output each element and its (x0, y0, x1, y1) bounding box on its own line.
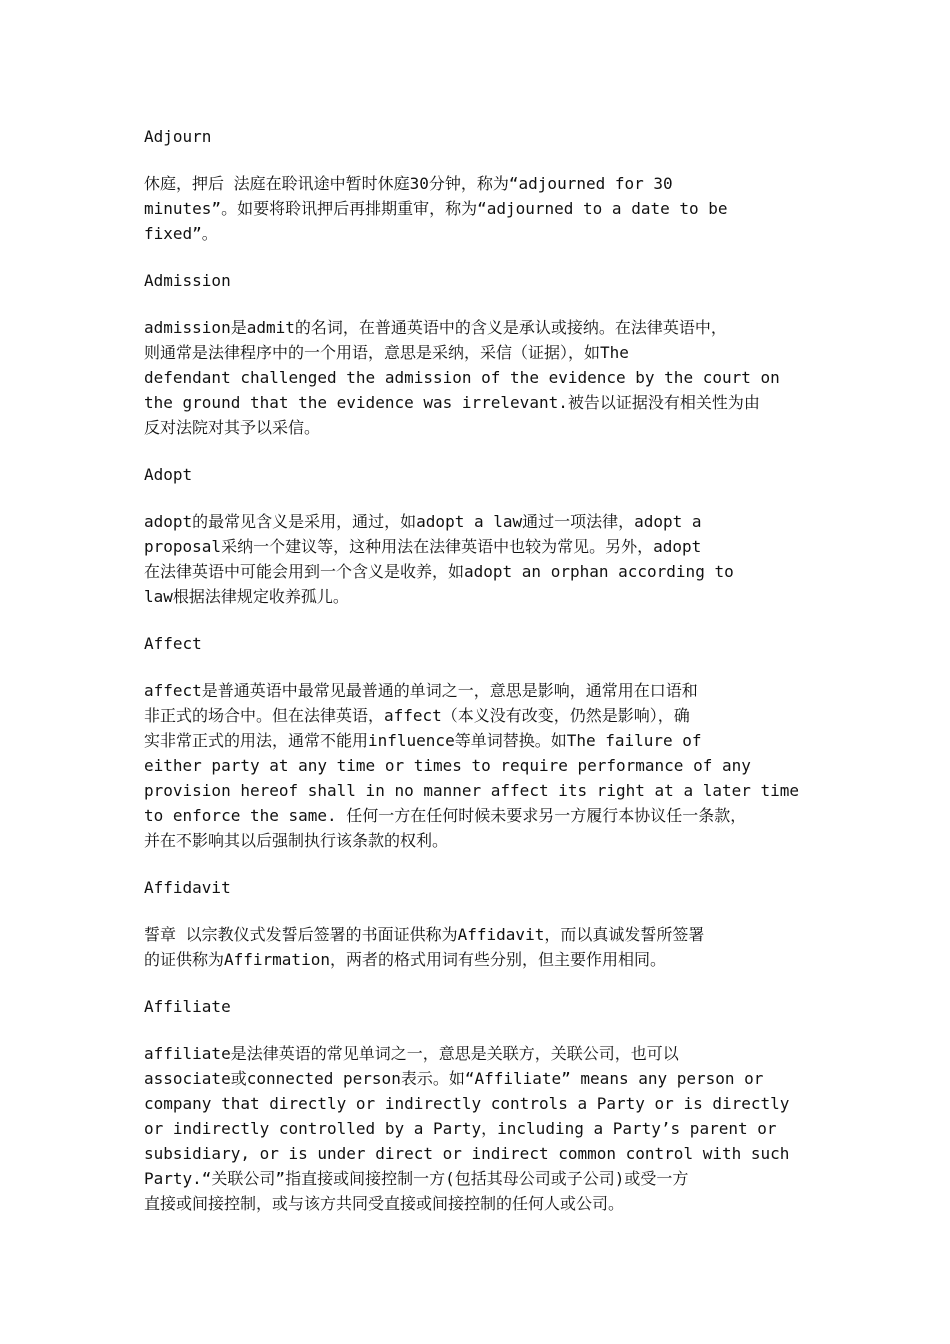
entry-definition (144, 509, 834, 609)
definition-line: the ground that the evidence was irrelevant.被告以证据没有相关性为由 (144, 393, 760, 412)
definition-line: 非正式的场合中。但在法律英语，affect（本义没有改变，仍然是影响），确 (144, 706, 690, 725)
definition-line: 反对法院对其予以采信。 (144, 418, 321, 437)
definition-line: affect是普通英语中最常见最普通的单词之一，意思是影响，通常用在口语和 (144, 681, 698, 700)
definition-line: defendant challenged the admission of the evidence by the court on (144, 368, 780, 387)
entry-definition (144, 315, 834, 440)
definition-line: law根据法律规定收养孤儿。 (144, 587, 349, 606)
definition-line: proposal采纳一个建议等，这种用法在法律英语中也较为常见。另外，adopt (144, 537, 702, 556)
entry-affidavit (144, 875, 834, 972)
entry-definition (144, 678, 834, 853)
definition-line: minutes”。如要将聆讯押后再排期重审，称为“adjourned to a date to be (144, 199, 728, 218)
entry-term: Adjourn (144, 127, 212, 146)
entry-term: Adopt (144, 465, 193, 484)
definition-line: associate或connected person表示。如“Affiliate” means any person or (144, 1069, 764, 1088)
definition-line: company that directly or indirectly controls a Party or is directly (144, 1094, 790, 1113)
entry-term: Affidavit (144, 878, 231, 897)
entry-term: Affiliate (144, 997, 231, 1016)
entry-affiliate (144, 994, 834, 1216)
definition-line: 直接或间接控制，或与该方共同受直接或间接控制的任何人或公司。 (144, 1194, 625, 1213)
entry-definition (144, 171, 834, 246)
entry-admission (144, 268, 834, 440)
definition-line: 誓章 以宗教仪式发誓后签署的书面证供称为Affidavit，而以真诚发誓所签署 (144, 925, 705, 944)
definition-line: 的证供称为Affirmation，两者的格式用词有些分别，但主要作用相同。 (144, 950, 666, 969)
definition-line: subsidiary, or is under direct or indirect common control with such (144, 1144, 790, 1163)
definition-line: provision hereof shall in no manner affect its right at a later time (144, 781, 800, 800)
entry-term: Affect (144, 634, 202, 653)
entry-term: Admission (144, 271, 231, 290)
definition-line: affiliate是法律英语的常见单词之一，意思是关联方，关联公司，也可以 (144, 1044, 679, 1063)
entry-adopt (144, 462, 834, 609)
definition-line: 休庭，押后 法庭在聆讯途中暂时休庭30分钟，称为“adjourned for 30 (144, 174, 673, 193)
definition-line: fixed”。 (144, 224, 218, 243)
document-body (144, 124, 834, 1238)
entry-affect (144, 631, 834, 853)
definition-line: to enforce the same. 任何一方在任何时候未要求另一方履行本协议任一条款， (144, 806, 747, 825)
definition-line: or indirectly controlled by a Party，including a Party’s parent or (144, 1119, 777, 1138)
definition-line: Party.“关联公司”指直接或间接控制一方(包括其母公司或子公司)或受一方 (144, 1169, 689, 1188)
definition-line: admission是admit的名词，在普通英语中的含义是承认或接纳。在法律英语中， (144, 318, 727, 337)
definition-line: either party at any time or times to require performance of any (144, 756, 751, 775)
definition-line: 在法律英语中可能会用到一个含义是收养，如adopt an orphan according to (144, 562, 734, 581)
definition-line: adopt的最常见含义是采用，通过，如adopt a law通过一项法律，adopt a (144, 512, 702, 531)
entry-definition (144, 1041, 834, 1216)
entry-adjourn (144, 124, 834, 246)
definition-line: 则通常是法律程序中的一个用语，意思是采纳，采信（证据），如The (144, 343, 629, 362)
entry-definition (144, 922, 834, 972)
definition-line: 实非常正式的用法，通常不能用influence等单词替换。如The failure of (144, 731, 702, 750)
definition-line: 并在不影响其以后强制执行该条款的权利。 (144, 831, 449, 850)
